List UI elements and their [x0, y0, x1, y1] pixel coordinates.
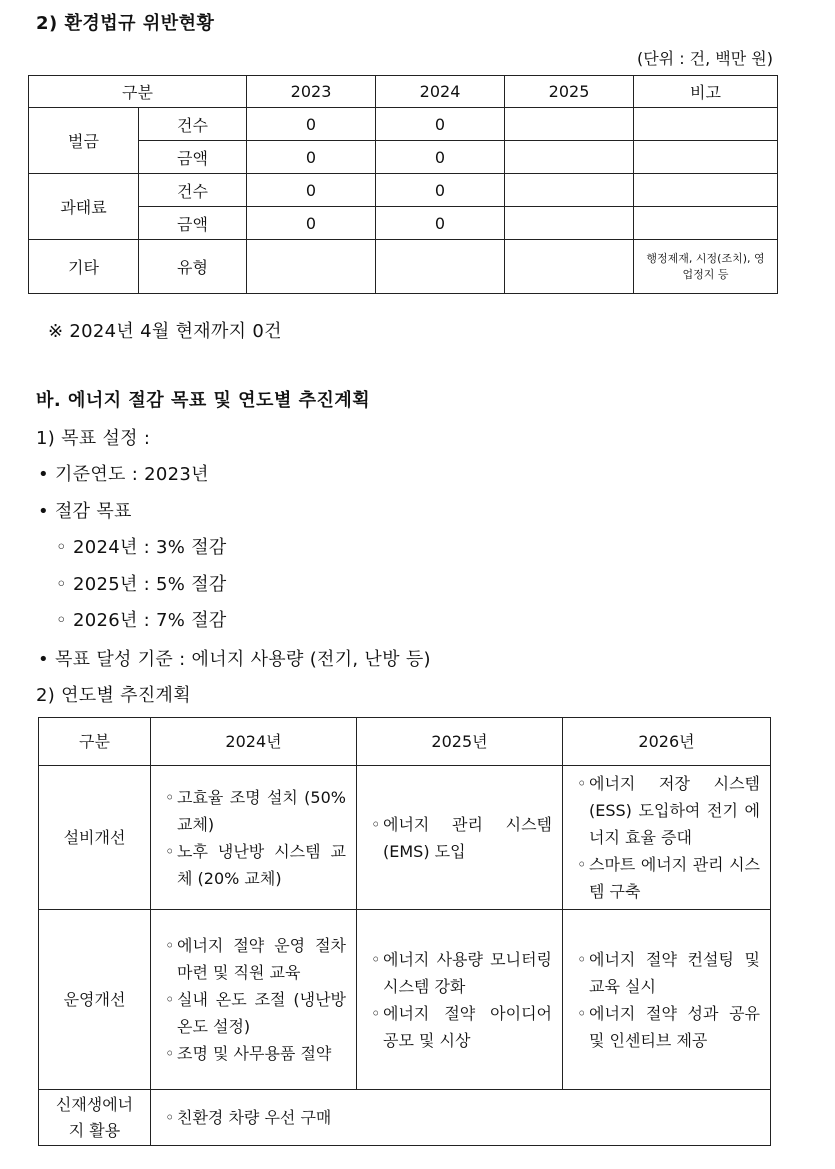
row-group-label: 과태료 [29, 174, 139, 240]
row-sub-label: 금액 [139, 207, 247, 240]
violation-table [28, 75, 778, 294]
row-sub-label: 금액 [139, 141, 247, 174]
table-row [39, 910, 771, 1090]
value-cell [505, 240, 634, 294]
plan-cell [357, 766, 563, 910]
remark-cell [634, 141, 778, 174]
list-item: ◦ 에너지 관리 시스템 (EMS) 도입 [371, 814, 552, 861]
header-cell: 2024 [376, 76, 505, 108]
plan-cell [151, 1090, 771, 1146]
value-cell: 0 [376, 174, 505, 207]
remark-cell [634, 174, 778, 207]
list-item: ◦ 스마트 에너지 관리 시스템 구축 [577, 855, 760, 901]
value-cell [376, 240, 505, 294]
plan-cell [151, 910, 357, 1090]
list-item: ◦ 고효율 조명 설치 (50% 교체) [165, 787, 346, 834]
goal-criteria: • 목표 달성 기준 : 에너지 사용량 (전기, 난방 등) [38, 649, 431, 670]
value-cell: 0 [376, 108, 505, 141]
list-item: ◦ 에너지 절약 컨설팅 및 교육 실시 [577, 949, 760, 996]
table-row [29, 108, 778, 141]
value-cell: 0 [247, 141, 376, 174]
header-cell: 2025 [505, 76, 634, 108]
unit-label: (단위 : 건, 백만 원) [636, 49, 773, 68]
list-item: ◦ 에너지 저장 시스템 (ESS) 도입하여 전기 에너지 효율 증대 [577, 774, 760, 847]
header-cell: 구분 [29, 76, 247, 108]
row-sub-label: 건수 [139, 174, 247, 207]
violation-note: ※ 2024년 4월 현재까지 0건 [48, 321, 282, 342]
plan-cell [357, 910, 563, 1090]
header-cell: 2025년 [357, 718, 563, 766]
plan-heading: 2) 연도별 추진계획 [36, 685, 191, 706]
list-item: ◦ 에너지 절약 성과 공유 및 인센티브 제공 [577, 1003, 760, 1050]
plan-cell [563, 766, 771, 910]
section-title-env: 2) 환경법규 위반현황 [36, 13, 215, 34]
header-cell: 2024년 [151, 718, 357, 766]
table-header-row [29, 76, 778, 108]
table-row [29, 141, 778, 174]
value-cell [505, 207, 634, 240]
row-label: 신재생에너지 활용 [39, 1090, 151, 1146]
remark-cell [634, 108, 778, 141]
list-item: ◦ 조명 및 사무용품 절약 [165, 1044, 332, 1063]
value-cell: 0 [376, 141, 505, 174]
remark-cell: 행정제재, 시정(조치), 영업정지 등 [634, 240, 778, 294]
plan-table [38, 717, 771, 1146]
row-group-label: 기타 [29, 240, 139, 294]
list-item: ◦ 실내 온도 조절 (냉난방 온도 설정) [165, 990, 346, 1036]
value-cell: 0 [376, 207, 505, 240]
header-cell: 비고 [634, 76, 778, 108]
list-item: ◦ 에너지 절약 운영 절차 마련 및 직원 교육 [165, 936, 346, 982]
value-cell: 0 [247, 174, 376, 207]
table-row [29, 240, 778, 294]
table-row [39, 1090, 771, 1146]
row-label: 설비개선 [39, 766, 151, 910]
plan-cell [151, 766, 357, 910]
value-cell: 0 [247, 207, 376, 240]
row-sub-label: 건수 [139, 108, 247, 141]
value-cell: 0 [247, 108, 376, 141]
value-cell [505, 141, 634, 174]
plan-cell [563, 910, 771, 1090]
row-label: 운영개선 [39, 910, 151, 1090]
row-sub-label: 유형 [139, 240, 247, 294]
list-item: ◦ 에너지 사용량 모니터링 시스템 강화 [371, 949, 552, 996]
table-row [29, 174, 778, 207]
reduction-heading: • 절감 목표 [38, 501, 132, 522]
reduction-item: ◦ 2026년 : 7% 절감 [56, 610, 227, 631]
list-item: ◦ 에너지 절약 아이디어 공모 및 시상 [371, 1003, 552, 1050]
goal-heading: 1) 목표 설정 : [36, 428, 151, 449]
table-row [29, 207, 778, 240]
reduction-item: ◦ 2024년 : 3% 절감 [56, 537, 227, 558]
value-cell [505, 174, 634, 207]
reduction-item: ◦ 2025년 : 5% 절감 [56, 574, 227, 595]
base-year: • 기준연도 : 2023년 [38, 464, 209, 485]
header-cell: 2026년 [563, 718, 771, 766]
value-cell [247, 240, 376, 294]
table-header-row [39, 718, 771, 766]
remark-cell [634, 207, 778, 240]
value-cell [505, 108, 634, 141]
header-cell: 2023 [247, 76, 376, 108]
table-row [39, 766, 771, 910]
header-cell: 구분 [39, 718, 151, 766]
row-group-label: 벌금 [29, 108, 139, 174]
section-title-energy: 바. 에너지 절감 목표 및 연도별 추진계획 [36, 390, 371, 411]
list-item: ◦ 노후 냉난방 시스템 교체 (20% 교체) [165, 841, 346, 888]
list-item: ◦ 친환경 차량 우선 구매 [165, 1108, 332, 1127]
